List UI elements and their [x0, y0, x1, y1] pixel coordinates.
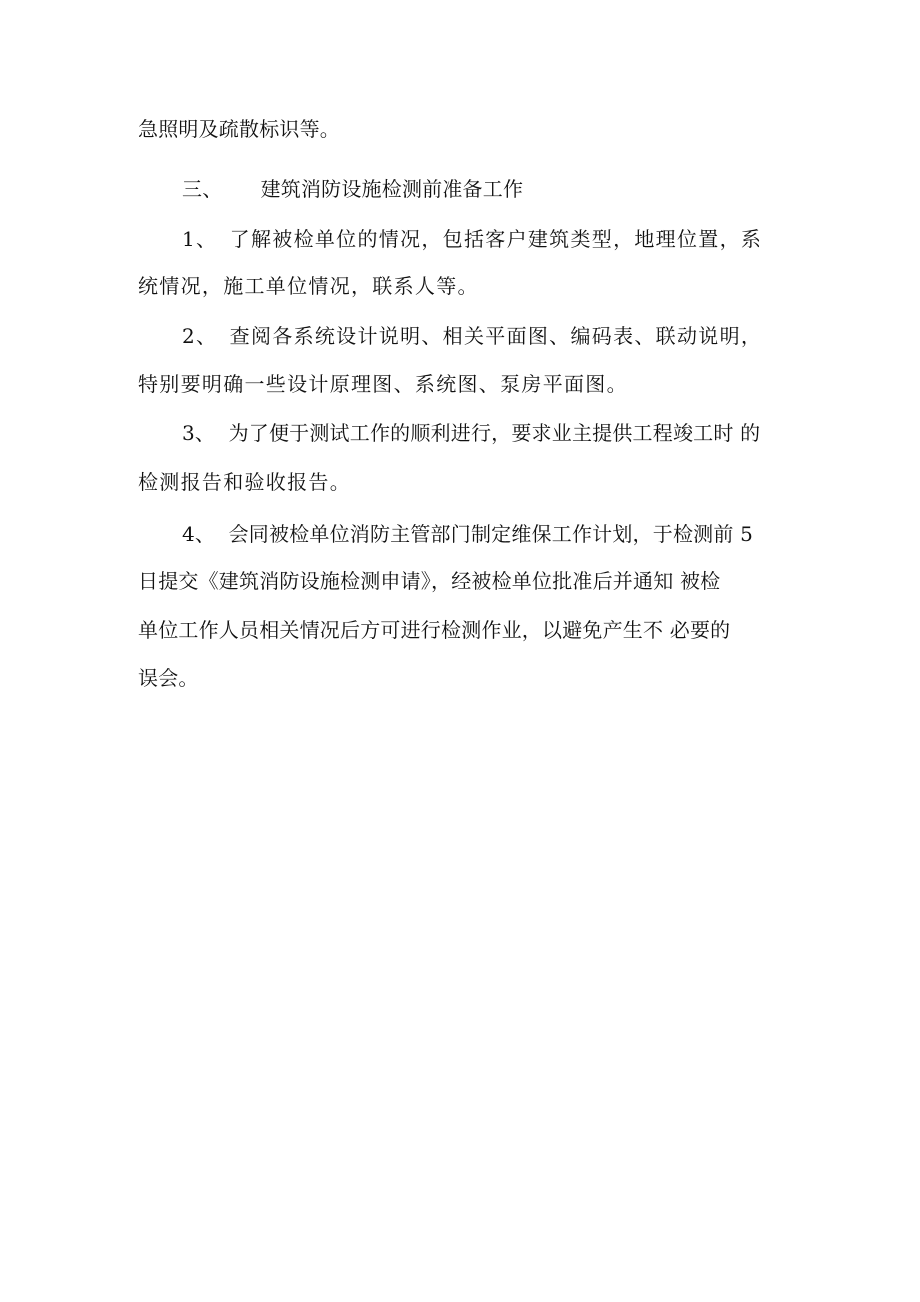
- item-2-line-2: 特别要明确一些设计原理图、系统图、泵房平面图。: [138, 372, 628, 396]
- item-4-line-1: [182, 520, 832, 548]
- item-2-text-1: 查阅各系统设计说明、相关平面图、编码表、联动说明，: [229, 324, 763, 348]
- item-3-text-1: 为了便于测试工作的顺利进行，要求业主提供工程竣工时 的: [228, 421, 761, 445]
- item-4-text-1: 会同被检单位消防主管部门制定维保工作计划，于检测前 5: [228, 522, 754, 546]
- section-heading: [182, 175, 832, 203]
- item-1-number: 1、: [182, 227, 218, 251]
- item-3-line-2: 检测报告和验收报告。: [138, 470, 351, 494]
- item-4-line-4: 误会。: [138, 666, 199, 690]
- item-2-number: 2、: [182, 324, 218, 348]
- item-1-text-1: 了解被检单位的情况，包括客户建筑类型，地理位置，系: [229, 227, 763, 251]
- item-3-line-1: [182, 419, 832, 447]
- section-title: 建筑消防设施检测前准备工作: [260, 177, 524, 201]
- item-4-line-2: 日提交《建筑消防设施检测申请》，经被检单位批准后并通知 被检: [138, 569, 721, 593]
- section-number: 三、: [182, 177, 223, 201]
- item-3-number: 3、: [182, 421, 216, 445]
- item-4-line-3: 单位工作人员相关情况后方可进行检测作业，以避免产生不 必要的: [138, 618, 731, 642]
- item-1-line-2: 统情况，施工单位情况，联系人等。: [138, 274, 479, 298]
- item-4-number: 4、: [182, 522, 216, 546]
- item-1-line-1: [182, 225, 832, 253]
- item-2-line-1: [182, 322, 832, 350]
- continuation-text: 急照明及疏散标识等。: [138, 117, 340, 141]
